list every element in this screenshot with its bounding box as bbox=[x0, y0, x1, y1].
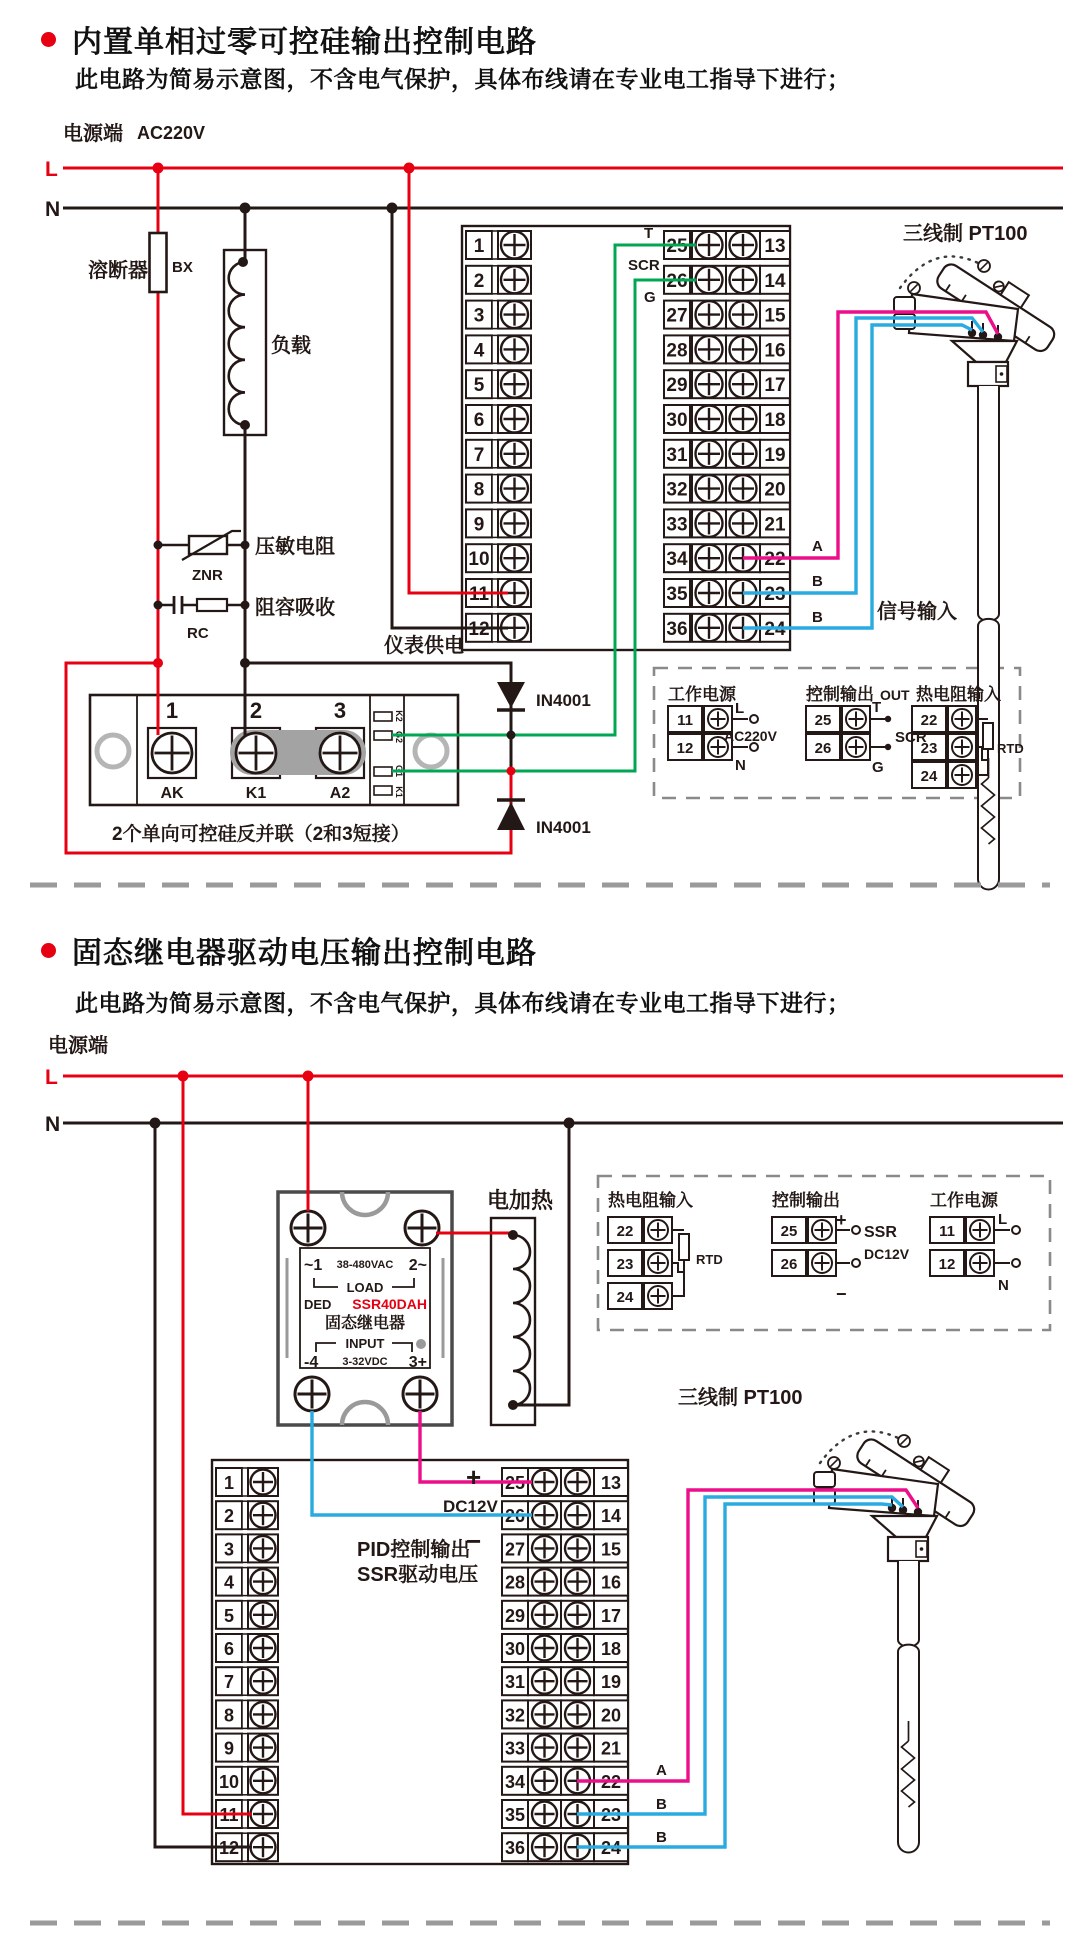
fuse-icon bbox=[150, 233, 167, 292]
minus-label: − bbox=[466, 1526, 482, 1556]
ssr-led-icon bbox=[416, 1339, 426, 1349]
snubber-label: 阻容吸收 bbox=[255, 597, 335, 619]
legend2-minus: − bbox=[836, 1284, 847, 1304]
n-label-2: N bbox=[45, 1113, 61, 1136]
diode-1 bbox=[497, 682, 525, 710]
legend-terminal-number: 23 bbox=[616, 1256, 634, 1273]
terminal-number: 1 bbox=[223, 1473, 235, 1493]
rtd-resistor-icon-2 bbox=[679, 1234, 689, 1260]
section1-title-row bbox=[41, 17, 537, 61]
n-label-1: N bbox=[45, 198, 61, 221]
terminal-number: 12 bbox=[468, 618, 490, 640]
terminal-block-2 bbox=[212, 1460, 628, 1864]
legend-terminal-number: 25 bbox=[814, 712, 832, 729]
terminal-number: 26 bbox=[504, 1506, 526, 1527]
module-pin-1: 1 bbox=[165, 698, 179, 723]
terminal-number: 24 bbox=[764, 618, 786, 640]
legend-terminal-number: 26 bbox=[814, 740, 832, 757]
pad-label: K2 bbox=[394, 710, 404, 722]
legend2-plus: + bbox=[836, 1210, 847, 1230]
meter-supply-label: 仪表供电 bbox=[384, 635, 464, 657]
pad-label: G2 bbox=[394, 730, 404, 744]
legend-terminal bbox=[930, 1217, 994, 1243]
terminal-number: 9 bbox=[223, 1738, 235, 1759]
terminal-number: 16 bbox=[764, 340, 786, 362]
terminal-number: 19 bbox=[764, 444, 786, 466]
terminal-number: 6 bbox=[473, 410, 485, 431]
fuse-label: 溶断器 bbox=[88, 260, 148, 282]
legend-terminal bbox=[806, 706, 870, 732]
legend-terminal bbox=[608, 1217, 672, 1243]
diode1-label: IN4001 bbox=[536, 691, 591, 710]
terminal-number: 3 bbox=[473, 305, 485, 327]
legend2-n: N bbox=[998, 1277, 1009, 1294]
wire-b2-label: B bbox=[812, 609, 823, 626]
terminal-number: 11 bbox=[468, 584, 490, 605]
probe-tube-upper bbox=[978, 386, 999, 621]
terminal-number: 36 bbox=[504, 1838, 526, 1859]
legend1-g: G bbox=[872, 759, 884, 776]
terminal-number: 22 bbox=[600, 1771, 622, 1792]
legend-terminal-number: 24 bbox=[920, 768, 938, 785]
terminal-number: 29 bbox=[666, 375, 688, 397]
ssr-pin1-label: ~1 bbox=[304, 1257, 323, 1274]
sensor-terminal-dot bbox=[979, 331, 987, 339]
terminal-number: 29 bbox=[504, 1605, 526, 1626]
terminal-number: 31 bbox=[504, 1672, 526, 1693]
terminal-number: 35 bbox=[504, 1805, 526, 1825]
voltage-label-1: AC220V bbox=[137, 123, 206, 143]
terminal-number: 3 bbox=[223, 1539, 235, 1560]
terminal-number: 8 bbox=[223, 1705, 235, 1726]
terminal-number: 10 bbox=[468, 549, 490, 571]
section2-title-row bbox=[41, 928, 537, 972]
wire-a-label: A bbox=[812, 538, 823, 555]
dc12v-label: DC12V bbox=[443, 1497, 498, 1516]
terminal-number: 20 bbox=[600, 1705, 622, 1726]
terminal-number: 33 bbox=[504, 1738, 526, 1759]
out-g-label: G bbox=[644, 289, 656, 306]
legend-terminal-number: 23 bbox=[920, 740, 938, 757]
heater-label: 电加热 bbox=[487, 1188, 554, 1213]
terminal-number: 24 bbox=[600, 1838, 622, 1859]
legend-terminal bbox=[930, 1250, 994, 1276]
legend1-l: L bbox=[735, 700, 745, 717]
diode2-label: IN4001 bbox=[536, 818, 591, 837]
legend-terminal-number: 11 bbox=[939, 1223, 955, 1240]
module-pin-name-3: A2 bbox=[329, 785, 351, 802]
legend1-out-suffix: OUT bbox=[880, 687, 910, 703]
terminal-number: 9 bbox=[473, 514, 485, 536]
legend-terminal-number: 11 bbox=[677, 712, 693, 729]
terminal-number: 31 bbox=[666, 444, 688, 466]
legend1-t: T bbox=[872, 699, 882, 716]
ssr-model: SSR40DAH bbox=[352, 1296, 427, 1312]
probe-tube-lower bbox=[898, 1645, 919, 1853]
legend2-out-title: 控制输出 bbox=[772, 1191, 840, 1210]
ssr-name: 固态继电器 bbox=[324, 1315, 406, 1332]
legend-terminal bbox=[772, 1217, 836, 1243]
legend-terminal bbox=[772, 1250, 836, 1276]
power-end-label-1: 电源端 bbox=[63, 123, 123, 145]
scr-module bbox=[90, 695, 458, 805]
terminal-number: 32 bbox=[666, 479, 688, 501]
terminal-number: 5 bbox=[473, 375, 485, 397]
wire-b1-label: B bbox=[812, 573, 823, 590]
section1-title: 内置单相过零可控硅输出控制电路 bbox=[72, 26, 537, 59]
terminal-number: 26 bbox=[666, 270, 688, 292]
terminal-number: 13 bbox=[600, 1473, 622, 1493]
terminal-number: 21 bbox=[764, 514, 786, 536]
terminal-number: 18 bbox=[600, 1639, 622, 1659]
legend2-power-title: 工作电源 bbox=[930, 1191, 998, 1210]
legend-terminal bbox=[608, 1250, 672, 1276]
terminal-number: 4 bbox=[223, 1572, 235, 1593]
diode-2 bbox=[497, 800, 525, 830]
terminal-number: 28 bbox=[504, 1572, 526, 1593]
module-pin-3: 3 bbox=[333, 698, 347, 723]
terminal-number: 14 bbox=[764, 270, 786, 292]
pt100-sensor-2 bbox=[814, 1423, 986, 1852]
terminal-number: 30 bbox=[504, 1639, 526, 1659]
out-scr-label: SCR bbox=[628, 257, 660, 274]
ssr-input-label: INPUT bbox=[345, 1336, 385, 1351]
rtd-resistor-icon bbox=[983, 723, 993, 749]
ssr-vac-label: 38-480VAC bbox=[336, 1259, 394, 1271]
pt100-label-2: 三线制 PT100 bbox=[678, 1387, 803, 1409]
terminal-number: 7 bbox=[223, 1672, 235, 1693]
wire-a-label-2: A bbox=[656, 1762, 667, 1779]
snubber-code: RC bbox=[187, 625, 209, 642]
wire-b1-label-2: B bbox=[656, 1796, 667, 1813]
terminal-number: 25 bbox=[666, 236, 688, 257]
terminal-number: 35 bbox=[666, 584, 688, 605]
power-end-label-2: 电源端 bbox=[48, 1035, 108, 1057]
legend-terminal-number: 12 bbox=[938, 1256, 956, 1273]
terminal-number: 32 bbox=[504, 1705, 526, 1726]
legend-terminal bbox=[806, 734, 870, 760]
pt100-label-1: 三线制 PT100 bbox=[903, 223, 1028, 245]
pid-label-2: SSR驱动电压 bbox=[357, 1564, 479, 1586]
legend-terminal-number: 25 bbox=[780, 1223, 798, 1240]
load-box bbox=[224, 250, 266, 435]
module-note: 2个单向可控硅反并联（2和3短接） bbox=[112, 824, 410, 845]
terminal-number: 14 bbox=[600, 1506, 622, 1527]
resistor-icon bbox=[197, 599, 227, 611]
legend1-n: N bbox=[735, 757, 746, 774]
terminal-number: 1 bbox=[473, 236, 485, 257]
terminal-number: 17 bbox=[764, 375, 786, 397]
probe-tube-upper bbox=[898, 1561, 919, 1647]
terminal-number: 25 bbox=[504, 1473, 526, 1493]
legend-terminal-number: 26 bbox=[780, 1256, 798, 1273]
terminal-number: 7 bbox=[473, 444, 485, 466]
load bbox=[224, 250, 266, 435]
legend1-out-title: 控制输出 bbox=[806, 685, 874, 704]
plus-label: + bbox=[466, 1462, 482, 1492]
terminal-number: 34 bbox=[666, 549, 688, 571]
legend1-rtd-title: 热电阻输入 bbox=[916, 685, 1001, 704]
bullet-icon bbox=[41, 943, 56, 958]
section2-subtitle: 此电路为简易示意图，不含电气保护，具体布线请在专业电工指导下进行； bbox=[75, 990, 851, 1016]
terminal-number: 16 bbox=[600, 1572, 622, 1593]
sensor-terminal-dot bbox=[899, 1506, 907, 1514]
pt100-sensor-1 bbox=[894, 248, 1066, 889]
terminal-number: 33 bbox=[666, 514, 688, 536]
legend2-rtd-title: 热电阻输入 bbox=[608, 1191, 693, 1210]
terminal-number: 5 bbox=[223, 1605, 235, 1626]
ssr-load-label: LOAD bbox=[346, 1280, 384, 1295]
terminal-number: 13 bbox=[764, 236, 786, 257]
ssr-pin4-label: -4 bbox=[304, 1354, 319, 1371]
ssr-vdc-label: 3-32VDC bbox=[342, 1356, 388, 1368]
terminal-number: 20 bbox=[764, 479, 786, 501]
section1-subtitle: 此电路为简易示意图，不含电气保护，具体布线请在专业电工指导下进行； bbox=[75, 66, 851, 92]
legend-terminal bbox=[668, 706, 732, 732]
load-label: 负载 bbox=[271, 335, 311, 357]
terminal-number: 15 bbox=[600, 1539, 622, 1560]
legend2-dc: DC12V bbox=[864, 1246, 910, 1262]
pad-label: G1 bbox=[394, 764, 404, 778]
terminal-number: 23 bbox=[764, 584, 786, 605]
section2-title: 固态继电器驱动电压输出控制电路 bbox=[72, 937, 537, 970]
ssr-pin3-label: 3+ bbox=[408, 1354, 427, 1371]
legend-terminal bbox=[668, 734, 732, 760]
legend1-rtd-code: RTD bbox=[997, 741, 1024, 756]
terminal-number: 8 bbox=[473, 479, 485, 501]
l-label-1: L bbox=[45, 158, 58, 181]
bullet-icon bbox=[41, 32, 56, 47]
terminal-number: 28 bbox=[666, 340, 688, 362]
l-label-2: L bbox=[45, 1066, 58, 1089]
terminal-number: 2 bbox=[223, 1506, 235, 1527]
terminal-number: 2 bbox=[473, 270, 485, 292]
varistor-code: ZNR bbox=[192, 567, 223, 584]
pad-label: K1 bbox=[394, 786, 404, 798]
ssr-pin2-label: 2~ bbox=[408, 1257, 427, 1274]
module-pin-name-2: K1 bbox=[245, 785, 267, 802]
terminal-number: 27 bbox=[504, 1539, 526, 1560]
signal-input-label: 信号输入 bbox=[877, 601, 957, 623]
module-pin-2: 2 bbox=[249, 698, 263, 723]
legend-terminal-number: 12 bbox=[676, 740, 694, 757]
legend1-scr: SCR bbox=[895, 729, 927, 746]
terminal-number: 6 bbox=[223, 1639, 235, 1659]
legend1-voltage: AC220V bbox=[724, 728, 777, 744]
terminal-block-1 bbox=[462, 226, 790, 650]
module-pin-name-1: AK bbox=[160, 785, 184, 802]
terminal-number: 15 bbox=[764, 305, 786, 327]
terminal-number: 12 bbox=[218, 1838, 240, 1859]
terminal-number: 4 bbox=[473, 340, 485, 362]
legend-terminal-number: 22 bbox=[920, 712, 938, 729]
terminal-number: 23 bbox=[600, 1805, 622, 1825]
legend2-l: L bbox=[998, 1211, 1008, 1228]
terminal-number: 27 bbox=[666, 305, 688, 327]
terminal-number: 21 bbox=[600, 1738, 622, 1759]
ssr-module bbox=[278, 1192, 452, 1425]
terminal-number: 34 bbox=[504, 1771, 526, 1792]
terminal-number: 19 bbox=[600, 1672, 622, 1693]
terminal-number: 30 bbox=[666, 410, 688, 431]
terminal-number: 18 bbox=[764, 410, 786, 431]
terminal-number: 11 bbox=[219, 1805, 239, 1825]
fuse-code: BX bbox=[172, 259, 193, 276]
legend1-power-title: 工作电源 bbox=[668, 685, 736, 704]
legend-terminal bbox=[912, 762, 976, 788]
varistor-label: 压敏电阻 bbox=[255, 536, 335, 558]
terminal-number: 10 bbox=[218, 1771, 240, 1792]
legend-terminal-number: 22 bbox=[616, 1223, 634, 1240]
ssr-brand: DED bbox=[304, 1297, 332, 1312]
legend2-rtd-code: RTD bbox=[696, 1252, 723, 1267]
terminal-number: 17 bbox=[600, 1605, 622, 1626]
out-t-label: T bbox=[644, 225, 654, 242]
legend2-ssr: SSR bbox=[864, 1224, 897, 1241]
terminal-number: 22 bbox=[764, 549, 786, 571]
terminal-number: 36 bbox=[666, 618, 688, 640]
wire-b2-label-2: B bbox=[656, 1829, 667, 1846]
pid-label-1: PID控制输出 bbox=[357, 1539, 471, 1561]
legend-terminal-number: 24 bbox=[616, 1289, 634, 1306]
legend-terminal bbox=[608, 1283, 672, 1309]
